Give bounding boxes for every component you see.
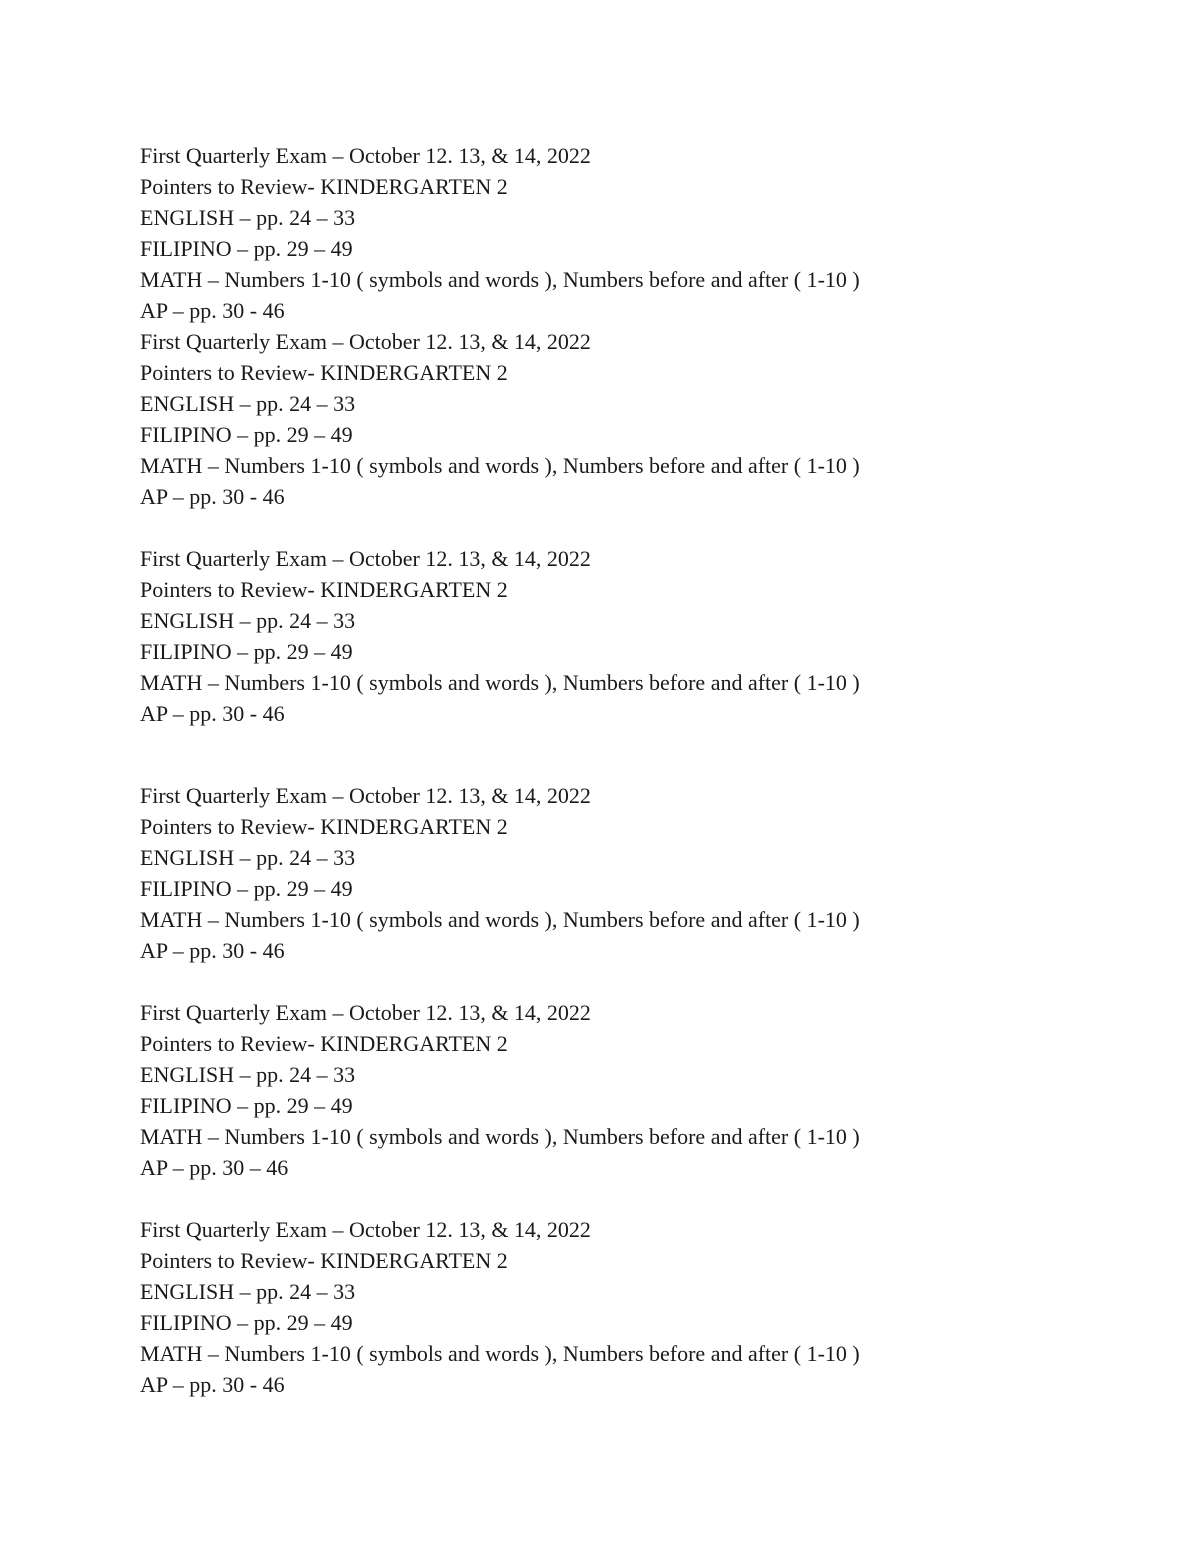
filipino-pointer: FILIPINO – pp. 29 – 49 — [140, 639, 353, 664]
ap-pointer: AP – pp. 30 - 46 — [140, 701, 285, 726]
english-pointer: ENGLISH – pp. 24 – 33 — [140, 1279, 356, 1304]
exam-title: First Quarterly Exam – October 12. 13, & 14, 2022 — [140, 546, 591, 571]
english-pointer: ENGLISH – pp. 24 – 33 — [140, 1062, 356, 1087]
ap-pointer: AP – pp. 30 – 46 — [140, 1155, 289, 1180]
document-body — [140, 140, 1100, 1400]
filipino-pointer: FILIPINO – pp. 29 – 49 — [140, 876, 353, 901]
english-pointer: ENGLISH – pp. 24 – 33 — [140, 391, 356, 416]
ap-pointer: AP – pp. 30 - 46 — [140, 298, 285, 323]
english-pointer: ENGLISH – pp. 24 – 33 — [140, 205, 356, 230]
ap-pointer: AP – pp. 30 - 46 — [140, 1372, 285, 1397]
exam-title: First Quarterly Exam – October 12. 13, & 14, 2022 — [140, 783, 591, 808]
filipino-pointer: FILIPINO – pp. 29 – 49 — [140, 422, 353, 447]
exam-title: First Quarterly Exam – October 12. 13, & 14, 2022 — [140, 143, 591, 168]
math-pointer: MATH – Numbers 1-10 ( symbols and words ), Numbers before and after ( 1-10 ) — [140, 670, 860, 695]
review-block-1 — [140, 140, 1100, 326]
blank-line — [140, 1183, 1100, 1214]
review-block-3 — [140, 543, 1100, 729]
review-block-6 — [140, 1214, 1100, 1400]
ap-pointer: AP – pp. 30 - 46 — [140, 938, 285, 963]
review-subtitle: Pointers to Review- KINDERGARTEN 2 — [140, 174, 508, 199]
math-pointer: MATH – Numbers 1-10 ( symbols and words ), Numbers before and after ( 1-10 ) — [140, 1124, 860, 1149]
math-pointer: MATH – Numbers 1-10 ( symbols and words ), Numbers before and after ( 1-10 ) — [140, 453, 860, 478]
filipino-pointer: FILIPINO – pp. 29 – 49 — [140, 1093, 353, 1118]
review-subtitle: Pointers to Review- KINDERGARTEN 2 — [140, 577, 508, 602]
exam-title: First Quarterly Exam – October 12. 13, & 14, 2022 — [140, 329, 591, 354]
exam-title: First Quarterly Exam – October 12. 13, & 14, 2022 — [140, 1217, 591, 1242]
review-subtitle: Pointers to Review- KINDERGARTEN 2 — [140, 814, 508, 839]
review-block-2 — [140, 326, 1100, 512]
review-subtitle: Pointers to Review- KINDERGARTEN 2 — [140, 1248, 508, 1273]
review-subtitle: Pointers to Review- KINDERGARTEN 2 — [140, 360, 508, 385]
review-block-5 — [140, 997, 1100, 1183]
blank-line — [140, 966, 1100, 997]
blank-line — [140, 729, 1100, 780]
math-pointer: MATH – Numbers 1-10 ( symbols and words ), Numbers before and after ( 1-10 ) — [140, 267, 860, 292]
filipino-pointer: FILIPINO – pp. 29 – 49 — [140, 1310, 353, 1335]
exam-title: First Quarterly Exam – October 12. 13, & 14, 2022 — [140, 1000, 591, 1025]
review-block-4 — [140, 780, 1100, 966]
english-pointer: ENGLISH – pp. 24 – 33 — [140, 845, 356, 870]
filipino-pointer: FILIPINO – pp. 29 – 49 — [140, 236, 353, 261]
math-pointer: MATH – Numbers 1-10 ( symbols and words ), Numbers before and after ( 1-10 ) — [140, 907, 860, 932]
review-subtitle: Pointers to Review- KINDERGARTEN 2 — [140, 1031, 508, 1056]
ap-pointer: AP – pp. 30 - 46 — [140, 484, 285, 509]
english-pointer: ENGLISH – pp. 24 – 33 — [140, 608, 356, 633]
math-pointer: MATH – Numbers 1-10 ( symbols and words ), Numbers before and after ( 1-10 ) — [140, 1341, 860, 1366]
blank-line — [140, 512, 1100, 543]
